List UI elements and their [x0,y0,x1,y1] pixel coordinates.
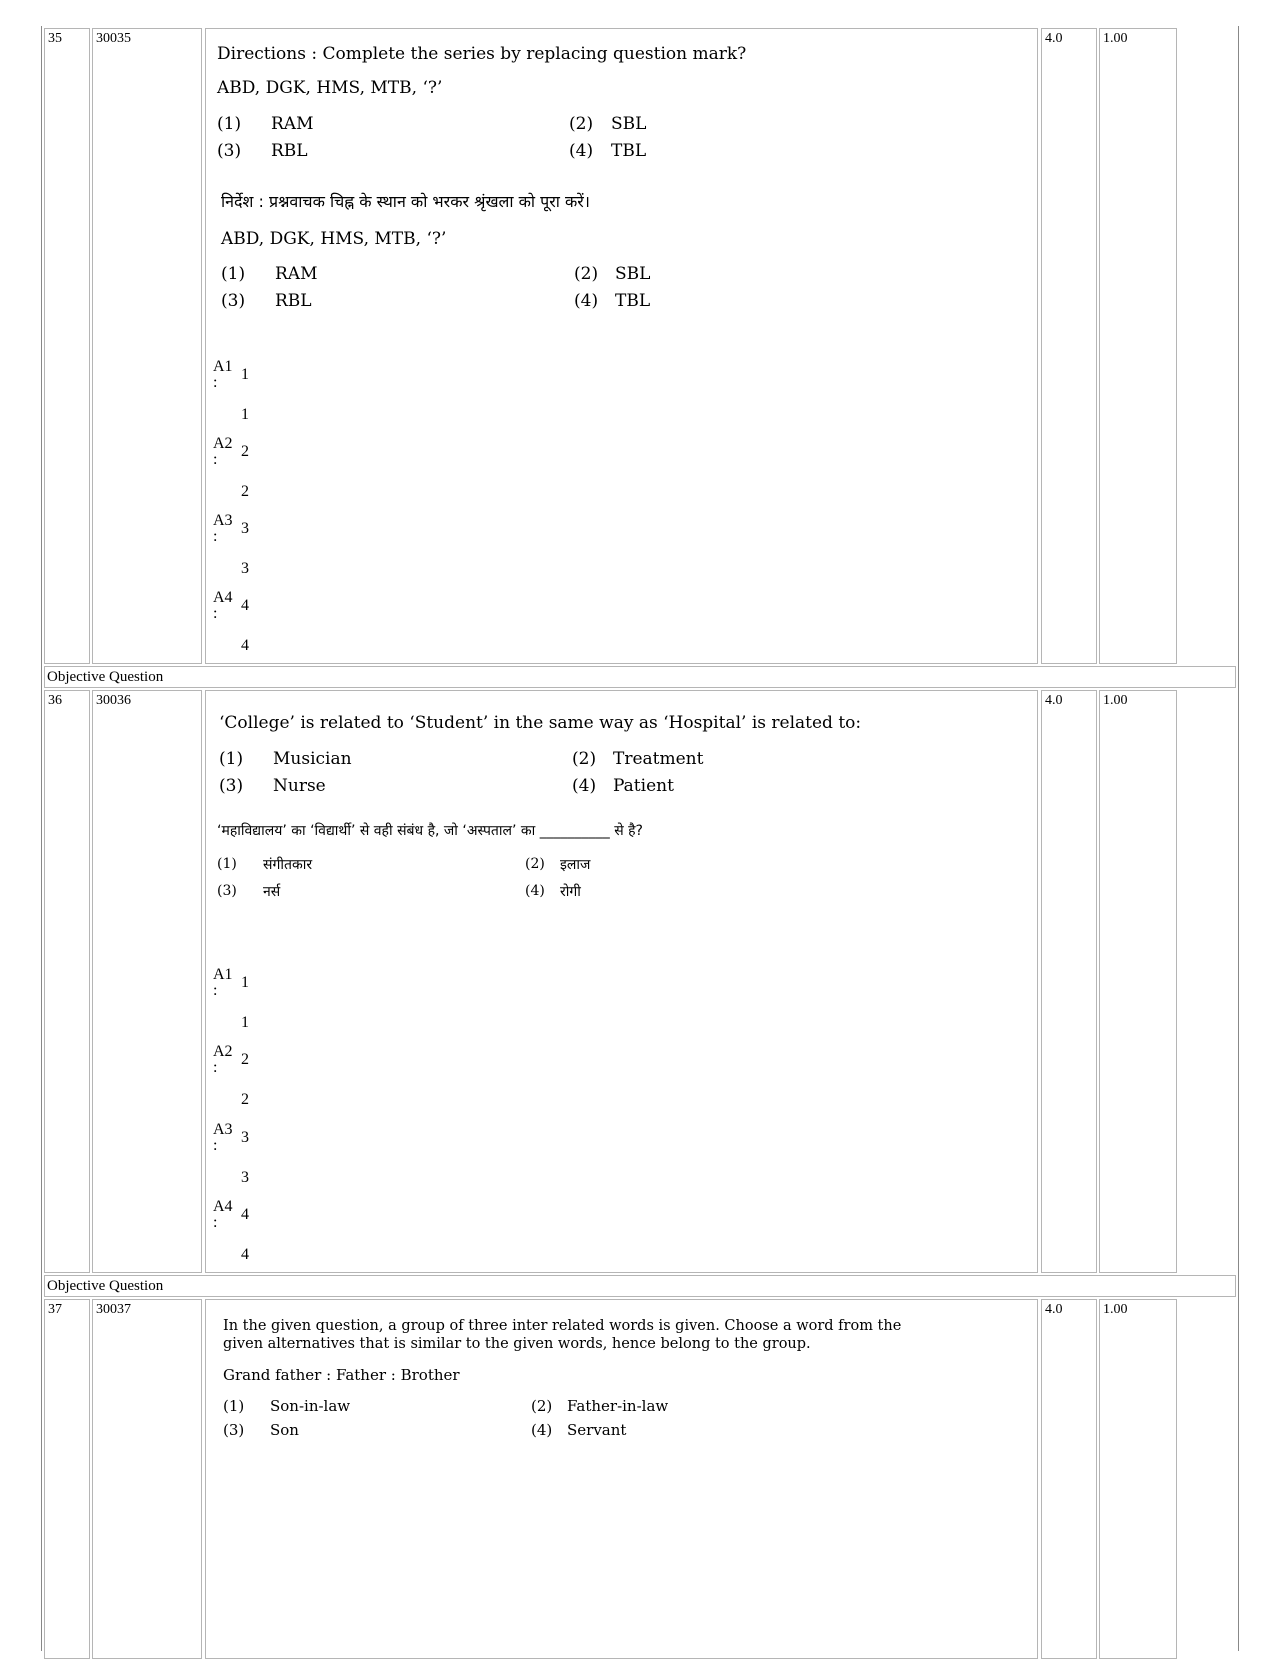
option-text: नर्स [263,884,281,900]
question-body-cell [205,1299,1038,1659]
option-text: इलाज [560,857,591,873]
option-text: SBL [615,264,651,284]
option-number: (1) [223,1397,245,1415]
option-number: (1) [219,749,244,769]
negative-marks-cell: 1.00 [1099,690,1177,1273]
option-text: Son [270,1421,299,1439]
option-number: (1) [217,856,237,872]
option-text: Father-in-law [567,1397,669,1415]
negative-marks-cell: 1.00 [1099,28,1177,664]
marks-cell: 4.0 [1041,1299,1097,1659]
option-text: SBL [611,114,647,134]
qnum-cell: 37 [44,1299,90,1659]
option-text: Son-in-law [270,1397,351,1415]
option-number: (3) [219,776,244,796]
question-series-hindi: ABD, DGK, HMS, MTB, ‘?’ [221,229,447,249]
qid-cell: 30037 [92,1299,202,1659]
qid-cell: 30036 [92,690,202,1273]
question-directions: Directions : Complete the series by replacing question mark? [217,44,747,64]
page-left-rule [41,26,42,1651]
option-number: (1) [221,264,246,284]
question-directions: ‘College’ is related to ‘Student’ in the same way as ‘Hospital’ is related to: [219,713,862,733]
option-text: RAM [271,114,314,134]
option-text: Servant [567,1421,627,1439]
option-text: TBL [615,291,651,311]
option-number: (1) [217,114,242,134]
question-series: Grand father : Father : Brother [223,1366,460,1384]
option-text: Nurse [273,776,326,796]
option-number: (3) [217,883,237,899]
question-text-line: In the given question, a group of three inter related words is given. Choose a word from the [223,1318,902,1334]
qid-cell: 30035 [92,28,202,664]
option-number: (4) [525,883,545,899]
section-label-row: Objective Question [44,666,1236,688]
qnum-cell: 35 [44,28,90,664]
marks-cell: 4.0 [1041,28,1097,664]
option-number: (3) [221,291,246,311]
option-text: TBL [611,141,647,161]
option-text: संगीतकार [263,857,313,873]
qnum-cell: 36 [44,690,90,1273]
option-text: RBL [271,141,308,161]
option-text: रोगी [560,884,581,900]
option-number: (4) [531,1421,553,1439]
option-number: (3) [223,1421,245,1439]
page-right-rule [1238,26,1239,1651]
option-number: (4) [574,291,599,311]
option-text: RBL [275,291,312,311]
section-label-row: Objective Question [44,1275,1236,1297]
option-number: (2) [574,264,599,284]
option-text: RAM [275,264,318,284]
option-text: Musician [273,749,352,769]
option-text: Treatment [613,749,704,769]
question-series: ABD, DGK, HMS, MTB, ‘?’ [217,78,443,98]
option-text: Patient [613,776,674,796]
option-number: (4) [569,141,594,161]
question-directions-hindi: ‘महाविद्यालय’ का ‘विद्यार्थी’ से वही संबंध है, जो ‘अस्पताल’ का __________ से है? [217,823,643,839]
negative-marks-cell: 1.00 [1099,1299,1177,1659]
marks-cell: 4.0 [1041,690,1097,1273]
option-number: (2) [525,856,545,872]
option-number: (2) [531,1397,553,1415]
option-number: (3) [217,141,242,161]
question-directions-hindi: निर्देश : प्रश्नवाचक चिह्न के स्थान को भरकर श्रृंखला को पूरा करें। [221,192,590,211]
option-number: (4) [572,776,597,796]
option-number: (2) [569,114,594,134]
option-number: (2) [572,749,597,769]
question-text-line: given alternatives that is similar to the given words, hence belong to the group. [223,1336,811,1352]
